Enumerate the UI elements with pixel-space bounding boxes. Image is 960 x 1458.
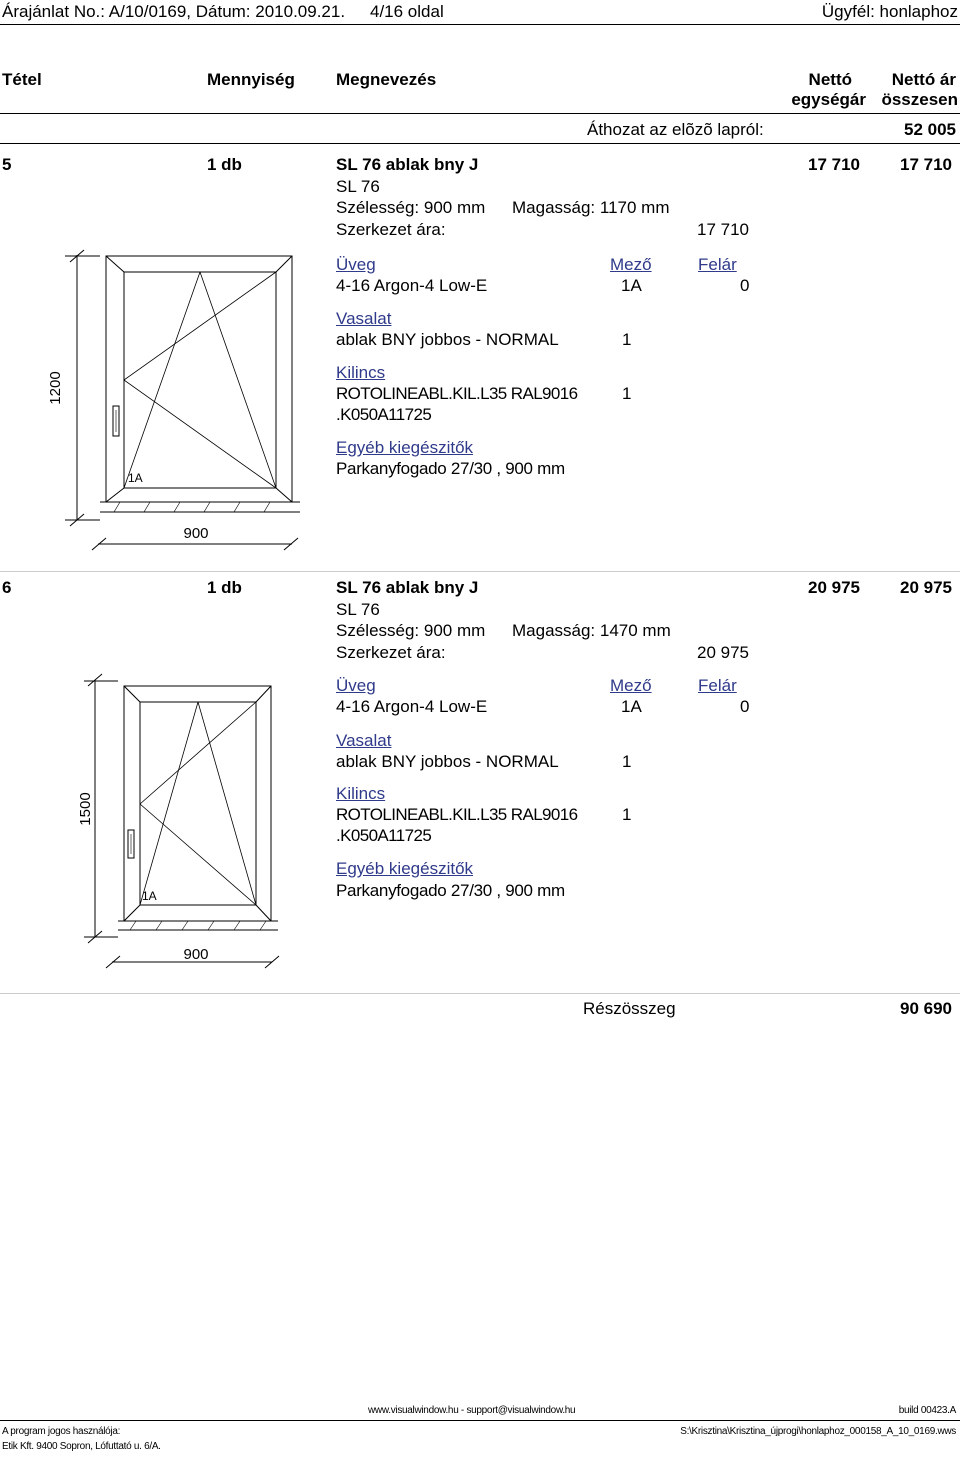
glass-field: 1A [621, 276, 642, 295]
height-dimension-label: 1200 [47, 371, 64, 405]
footer-build: build 00423.A [898, 1405, 956, 1416]
window-sash [140, 702, 256, 905]
extras-name: Parkanyfogado 27/30 , 900 mm [336, 881, 565, 900]
column-total-price-line2: összesen [881, 90, 958, 109]
frame-bevel [124, 905, 140, 921]
structure-price: 17 710 [697, 220, 749, 239]
extras-header: Egyéb kiegészitők [336, 859, 474, 878]
item-title: SL 76 ablak bny J [336, 155, 479, 174]
item-system: SL 76 [336, 600, 380, 619]
glass-surcharge: 0 [740, 276, 750, 295]
carry-over-value: 52 005 [904, 120, 956, 139]
footer-divider [0, 1420, 960, 1421]
handle-name: ROTOLINEABL.KIL.L35 RAL9016 [336, 805, 578, 824]
opening-line [124, 380, 276, 488]
frame-bevel [276, 256, 292, 272]
surcharge-header: Felár [698, 676, 737, 695]
subtotal-label: Részösszeg [583, 999, 676, 1018]
column-unit-price [790, 70, 866, 110]
sill-hatch [208, 921, 214, 930]
height-dimension-label: 1500 [77, 792, 94, 826]
sill-hatch [234, 502, 240, 512]
window-frame [106, 256, 292, 502]
sill-hatch [130, 921, 136, 930]
item-width: Szélesség: 900 mm [336, 621, 486, 640]
footer-file-path: S:\Krisztina\Krisztina_újprogi\honlaphoz_000158_A_10_0169.wws [680, 1426, 956, 1437]
footer-user-label: A program jogos használója: [2, 1426, 121, 1437]
footer-website: www.visualwindow.hu - support@visualwindow.hu [368, 1405, 576, 1416]
glass-field: 1A [621, 697, 642, 716]
opening-line [124, 272, 276, 380]
carry-over-label: Áthozat az elõzõ lapról: [587, 120, 764, 139]
width-dimension-label: 900 [183, 525, 209, 542]
structure-price: 20 975 [697, 643, 749, 662]
item-separator [0, 993, 960, 994]
window-sash [124, 272, 276, 488]
item-quantity: 1 db [207, 155, 242, 174]
item-number: 6 [2, 578, 12, 597]
opening-line [200, 272, 276, 488]
column-header-divider [0, 113, 960, 114]
handle-header: Kilincs [336, 784, 386, 803]
carry-over-divider [0, 143, 960, 144]
opening-line [198, 702, 256, 905]
item-system: SL 76 [336, 177, 380, 196]
frame-bevel [276, 488, 292, 502]
opening-line [140, 804, 256, 905]
page-number: 4/16 oldal [370, 2, 444, 21]
hardware-quantity: 1 [622, 752, 632, 771]
frame-bevel [106, 488, 124, 502]
item-unit-price: 17 710 [808, 155, 860, 174]
sill-hatch [204, 502, 210, 512]
frame-bevel [124, 686, 140, 702]
frame-bevel [256, 686, 271, 702]
item-number: 5 [2, 155, 12, 174]
glass-type: 4-16 Argon-4 Low-E [336, 697, 488, 716]
glass-header: Üveg [336, 255, 376, 274]
sill-hatch [260, 921, 266, 930]
extras-name: Parkanyfogado 27/30 , 900 mm [336, 459, 565, 478]
handle-header: Kilincs [336, 363, 386, 382]
frame-bevel [256, 905, 271, 921]
surcharge-header: Felár [698, 255, 737, 274]
handle-name: ROTOLINEABL.KIL.L35 RAL9016 [336, 384, 578, 403]
sill-hatch [144, 502, 150, 512]
sill-hatch [114, 502, 120, 512]
hardware-name: ablak BNY jobbos - NORMAL [336, 752, 559, 771]
structure-label: Szerkezet ára: [336, 220, 446, 239]
field-header: Mező [610, 676, 652, 695]
window-drawing [60, 672, 320, 972]
glass-header: Üveg [336, 676, 376, 695]
frame-bevel [106, 256, 124, 272]
field-header: Mező [610, 255, 652, 274]
hardware-name: ablak BNY jobbos - NORMAL [336, 330, 559, 349]
column-unit-price-line2: egységár [791, 90, 866, 109]
item-height: Magasság: 1470 mm [512, 621, 671, 640]
offer-number: Árajánlat No.: A/10/0169, Dátum: 2010.09.21. [2, 2, 346, 21]
opening-line [140, 702, 256, 804]
item-unit-price: 20 975 [808, 578, 860, 597]
item-separator [0, 571, 960, 572]
sash-label: 1A [128, 471, 143, 485]
sill-hatch [234, 921, 240, 930]
column-total-price-line1: Nettó ár [891, 70, 956, 89]
item-width: Szélesség: 900 mm [336, 198, 486, 217]
handle-quantity: 1 [622, 384, 632, 403]
footer-company: Etik Kft. 9400 Sopron, Lófuttató u. 6/A. [2, 1441, 161, 1452]
opening-line [140, 702, 198, 905]
handle-code: .K050A11725 [336, 826, 432, 845]
column-unit-price-line1: Nettó [808, 70, 852, 89]
column-quantity: Mennyiség [207, 70, 295, 89]
hardware-quantity: 1 [622, 330, 632, 349]
column-description: Megnevezés [336, 70, 437, 89]
item-title: SL 76 ablak bny J [336, 578, 479, 597]
item-quantity: 1 db [207, 578, 242, 597]
window-frame [124, 686, 271, 921]
sill-hatch [182, 921, 188, 930]
sash-label: 1A [142, 889, 157, 903]
client-name: Ügyfél: honlaphoz [821, 2, 958, 21]
handle-quantity: 1 [622, 805, 632, 824]
sill-hatch [156, 921, 162, 930]
structure-label: Szerkezet ára: [336, 643, 446, 662]
item-height: Magasság: 1170 mm [512, 198, 670, 217]
header-divider [0, 24, 960, 25]
hardware-header: Vasalat [336, 309, 392, 328]
column-total-price [870, 70, 958, 110]
glass-type: 4-16 Argon-4 Low-E [336, 276, 488, 295]
item-total-price: 17 710 [900, 155, 952, 174]
width-dimension-label: 900 [183, 946, 209, 963]
glass-surcharge: 0 [740, 697, 750, 716]
sill-hatch [174, 502, 180, 512]
window-drawing [40, 250, 320, 550]
hardware-header: Vasalat [336, 731, 392, 750]
handle-code: .K050A11725 [336, 405, 432, 424]
item-total-price: 20 975 [900, 578, 952, 597]
extras-header: Egyéb kiegészitők [336, 438, 474, 457]
column-item: Tétel [2, 70, 42, 89]
sill-hatch [264, 502, 270, 512]
subtotal-value: 90 690 [900, 999, 952, 1018]
opening-line [124, 272, 200, 488]
